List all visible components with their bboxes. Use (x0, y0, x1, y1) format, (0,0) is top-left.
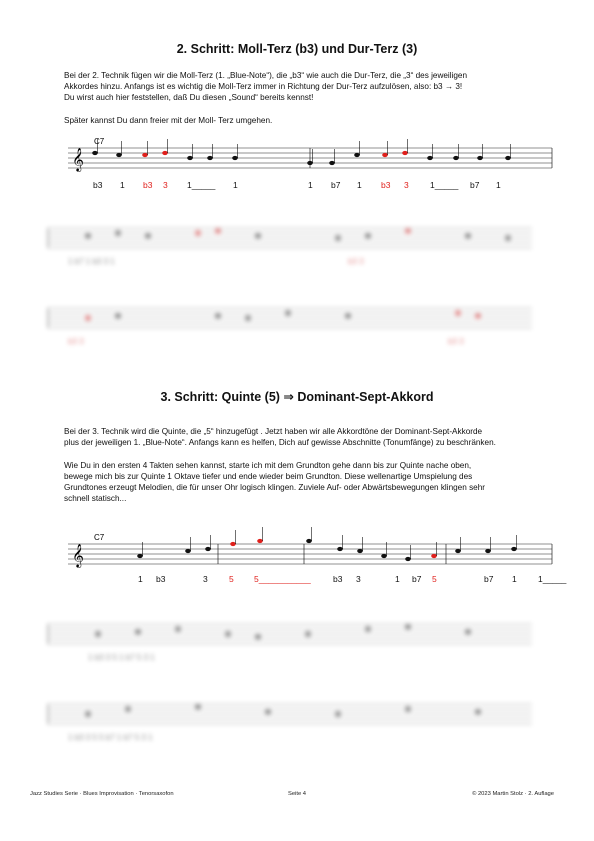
note-head (505, 156, 511, 160)
svg-text:1 b7 1 b3 3 1: 1 b7 1 b3 3 1 (68, 257, 115, 266)
note-head (257, 539, 263, 543)
treble-clef-icon: 𝄞 (72, 543, 84, 567)
note-label: 1 (233, 180, 238, 190)
note-head (485, 549, 491, 553)
note-label: 3 (404, 180, 409, 190)
svg-text:b3 3: b3 3 (348, 257, 364, 266)
note-head (511, 547, 517, 551)
note-head (306, 539, 312, 543)
note-head (187, 156, 193, 160)
note-head (137, 554, 143, 558)
svg-text:b3 3: b3 3 (68, 337, 84, 346)
note-label: 5___________ (254, 574, 311, 584)
note-label: 1 (138, 574, 143, 584)
staff-section3 (68, 527, 552, 568)
note-label: b3 (333, 574, 343, 584)
staff-section2 (68, 137, 552, 172)
text-line: Bei der 3. Technik wird die Quinte, die „5“ hinzugefügt . Jetzt haben wir alle Akkordtöne der Dominant-Sept-Akkorde (64, 427, 483, 436)
note-head (381, 554, 387, 558)
note-head (354, 153, 360, 157)
text-line: plus der jeweiligen 1. „Blue-Note“. Anfangs kann es helfen, Dich auf gewisse Abschnitte (Tonumfänge) zu beschränken. (64, 438, 496, 447)
note-label: 5 (229, 574, 234, 584)
footer-left: Jazz Studies Serie · Blues Improvisation · Tenorsaxofon (30, 791, 174, 797)
note-label: 1_____ (538, 574, 567, 584)
text-line: bewege mich bis zur Quinte 1 Oktave tiefer und ende wieder beim Grundton. Diese wellenartige Umspielung des (64, 472, 473, 481)
note-label: 1_____ (430, 180, 459, 190)
note-label: b3 (143, 180, 153, 190)
note-label: b7 (470, 180, 480, 190)
note-label: 1_____ (187, 180, 216, 190)
note-head (455, 549, 461, 553)
note-head (427, 156, 433, 160)
note-head (405, 557, 411, 561)
note-head (402, 151, 408, 155)
footer-right: © 2023 Martin Stolz · 2. Auflage (472, 791, 554, 797)
note-label: 1 (120, 180, 125, 190)
note-head (307, 161, 313, 165)
svg-text:1 b3 3 5 1 b: 1 b3 3 5 1 b7 5 3 1 (88, 653, 155, 662)
note-label: b7 (484, 574, 494, 584)
note-head (453, 156, 459, 160)
note-head (92, 151, 98, 155)
text-line: Grundtones erzeugt Melodien, die für unser Ohr logisch klingen. Zuviele Auf- oder Abwärtsbewegungen klingen sehr (64, 483, 485, 492)
treble-clef-icon: 𝄞 (72, 147, 84, 171)
text-line: Akkordes hinzu. Anfangs ist es wichtig die Moll-Terz immer in Richtung der Dur-Terz aufzulösen, also: b3 → 3! (64, 82, 463, 91)
note-head (205, 547, 211, 551)
note-label: 3 (203, 574, 208, 584)
note-head (116, 153, 122, 157)
note-label: 1 (512, 574, 517, 584)
note-label: b3 (381, 180, 391, 190)
staff-section3-labels (138, 574, 567, 584)
note-head (232, 156, 238, 160)
section2-paragraph2: Später kannst Du dann freier mit der Moll- Terz umgehen. (64, 116, 273, 125)
note-label: 1 (496, 180, 501, 190)
blurred-staff-a (48, 228, 532, 266)
note-label: 1 (308, 180, 313, 190)
blurred-staff-c (48, 624, 532, 662)
note-label: 1 (357, 180, 362, 190)
note-head (230, 542, 236, 546)
note-label: b7 (412, 574, 422, 584)
note-head (162, 151, 168, 155)
note-label: b7 (331, 180, 341, 190)
note-head (357, 549, 363, 553)
svg-text:b3 3: b3 3 (448, 337, 464, 346)
note-label: b3 (156, 574, 166, 584)
note-head (431, 554, 437, 558)
note-head (142, 153, 148, 157)
chord-symbol: C7 (94, 137, 105, 146)
note-label: 1 (395, 574, 400, 584)
chord-symbol: C7 (94, 533, 105, 542)
note-head (207, 156, 213, 160)
blurred-staff-d (48, 704, 532, 742)
text-line: Du wirst auch hier feststellen, daß Du diesen „Sound“ bereits kennst! (64, 93, 314, 102)
section3-heading: 3. Schritt: Quinte (5) ⇒ Dominant-Sept-Akkord (160, 390, 434, 404)
text-line: schnell statisch... (64, 494, 127, 503)
footer-center: Seite 4 (287, 791, 307, 797)
note-label: 3 (163, 180, 168, 190)
svg-text:1 b3 3 5 5 b7 1 b7: 1 b3 3 5 5 b7 1 b7 5 3 1 (68, 733, 153, 742)
note-head (185, 549, 191, 553)
note-head (329, 161, 335, 165)
note-head (382, 153, 388, 157)
blurred-staff-b (48, 308, 532, 346)
note-label: b3 (93, 180, 103, 190)
note-head (477, 156, 483, 160)
staff-section2-labels (93, 180, 501, 190)
text-line: Wie Du in den ersten 4 Takten sehen kannst, starte ich mit dem Grundton gehe dann bis zur Quinte nache oben, (64, 461, 472, 470)
note-label: 3 (356, 574, 361, 584)
section2-heading: 2. Schritt: Moll-Terz (b3) und Dur-Terz (3) (176, 42, 418, 56)
note-head (337, 547, 343, 551)
text-line: Bei der 2. Technik fügen wir die Moll-Terz (1. „Blue-Note“), die „b3“ wie auch die Dur-Terz, die „3“ des jeweiligen (64, 71, 468, 80)
note-label: 5 (432, 574, 437, 584)
